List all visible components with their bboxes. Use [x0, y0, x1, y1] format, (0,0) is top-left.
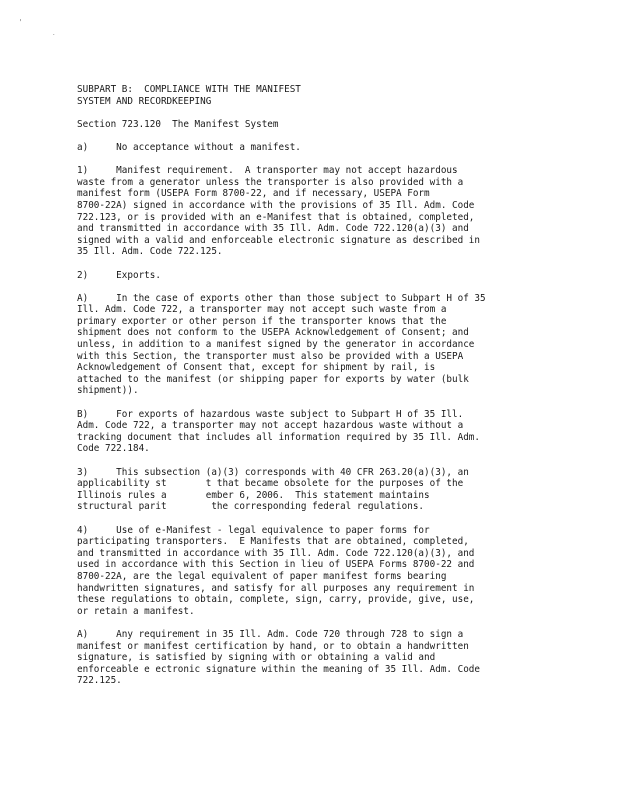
- text-line: manifest or manifest certification by hand, or to obtain a handwritten: [77, 640, 469, 652]
- text-line: B) For exports of hazardous waste subject to Subpart H of 35 Ill.: [77, 408, 464, 420]
- paragraph-2b: [77, 409, 547, 455]
- text-line: attached to the manifest (or shipping paper for exports by water (bulk: [77, 373, 469, 385]
- text-line: A) Any requirement in 35 Ill. Adm. Code 720 through 728 to sign a: [77, 628, 464, 640]
- text-line: these regulations to obtain, complete, sign, carry, provide, give, use,: [77, 594, 475, 606]
- text-line: 1) Manifest requirement. A transporter may not accept hazardous: [77, 165, 458, 177]
- paragraph-3: [77, 467, 547, 513]
- text-line: handwritten signatures, and satisfy for all purposes any requirement in: [77, 582, 475, 594]
- paragraph-4a: [77, 629, 547, 687]
- document-body: [77, 84, 547, 687]
- text-line: enforceable e ectronic signature within the meaning of 35 Ill. Adm. Code: [77, 663, 480, 675]
- paragraph-a: a) No acceptance without a manifest.: [77, 141, 301, 153]
- heading-line: SUBPART B: COMPLIANCE WITH THE MANIFEST: [77, 84, 301, 95]
- text-line: A) In the case of exports other than those subject to Subpart H of 35: [77, 292, 486, 304]
- text-line: 722.125.: [77, 675, 122, 687]
- text-line: shipment)).: [77, 385, 139, 397]
- paragraph-4: [77, 525, 547, 618]
- text-line: 722.123, or is provided with an e-Manifest that is obtained, completed,: [77, 211, 475, 223]
- text-line: applicability st t that became obsolete for the purposes of the: [77, 478, 464, 490]
- text-line: primary exporter or other person if the transporter knows that the: [77, 315, 447, 327]
- text-line: Illinois rules a ember 6, 2006. This statement maintains: [77, 489, 430, 501]
- text-line: used in accordance with this Section in lieu of USEPA Forms 8700-22 and: [77, 559, 475, 571]
- text-line: Ill. Adm. Code 722, a transporter may not accept such waste from a: [77, 304, 447, 316]
- text-line: and transmitted in accordance with 35 Ill. Adm. Code 722.120(a)(3), and: [77, 547, 475, 559]
- text-line: tracking document that includes all information required by 35 Ill. Adm.: [77, 431, 480, 443]
- text-line: Acknowledgement of Consent that, except for shipment by rail, is: [77, 362, 436, 374]
- text-line: 35 Ill. Adm. Code 722.125.: [77, 246, 223, 258]
- text-line: waste from a generator unless the transporter is also provided with a: [77, 176, 464, 188]
- text-line: signature, is satisfied by signing with or obtaining a valid and: [77, 652, 436, 664]
- subpart-heading: [77, 84, 547, 107]
- text-line: or retain a manifest.: [77, 605, 195, 617]
- text-line: with this Section, the transporter must also be provided with a USEPA: [77, 350, 464, 362]
- text-line: structural parit the corresponding federal regulations.: [77, 501, 425, 513]
- paragraph-1: [77, 165, 547, 258]
- text-line: Code 722.184.: [77, 443, 150, 455]
- text-line: unless, in addition to a manifest signed by the generator in accordance: [77, 339, 475, 351]
- paragraph-2: 2) Exports.: [77, 269, 161, 281]
- text-line: 4) Use of e-Manifest - legal equivalence to paper forms for: [77, 524, 430, 536]
- section-title: Section 723.120 The Manifest System: [77, 118, 279, 130]
- text-line: manifest form (USEPA Form 8700-22, and if necessary, USEPA Form: [77, 188, 430, 200]
- text-line: Adm. Code 722, a transporter may not accept hazardous waste without a: [77, 420, 464, 432]
- scan-speck: ': [18, 18, 23, 27]
- text-line: participating transporters. E Manifests that are obtained, completed,: [77, 536, 469, 548]
- heading-line: SYSTEM AND RECORDKEEPING: [77, 95, 212, 107]
- text-line: 8700-22A) signed in accordance with the provisions of 35 Ill. Adm. Code: [77, 199, 475, 211]
- text-line: signed with a valid and enforceable electronic signature as described in: [77, 234, 480, 246]
- text-line: and transmitted in accordance with 35 Ill. Adm. Code 722.120(a)(3) and: [77, 223, 469, 235]
- text-line: 3) This subsection (a)(3) corresponds with 40 CFR 263.20(a)(3), an: [77, 466, 469, 478]
- text-line: 8700-22A, are the legal equivalent of paper manifest forms bearing: [77, 570, 447, 582]
- text-line: shipment does not conform to the USEPA Acknowledgement of Consent; and: [77, 327, 469, 339]
- paragraph-2a: [77, 293, 547, 397]
- scan-speck: .: [52, 30, 56, 37]
